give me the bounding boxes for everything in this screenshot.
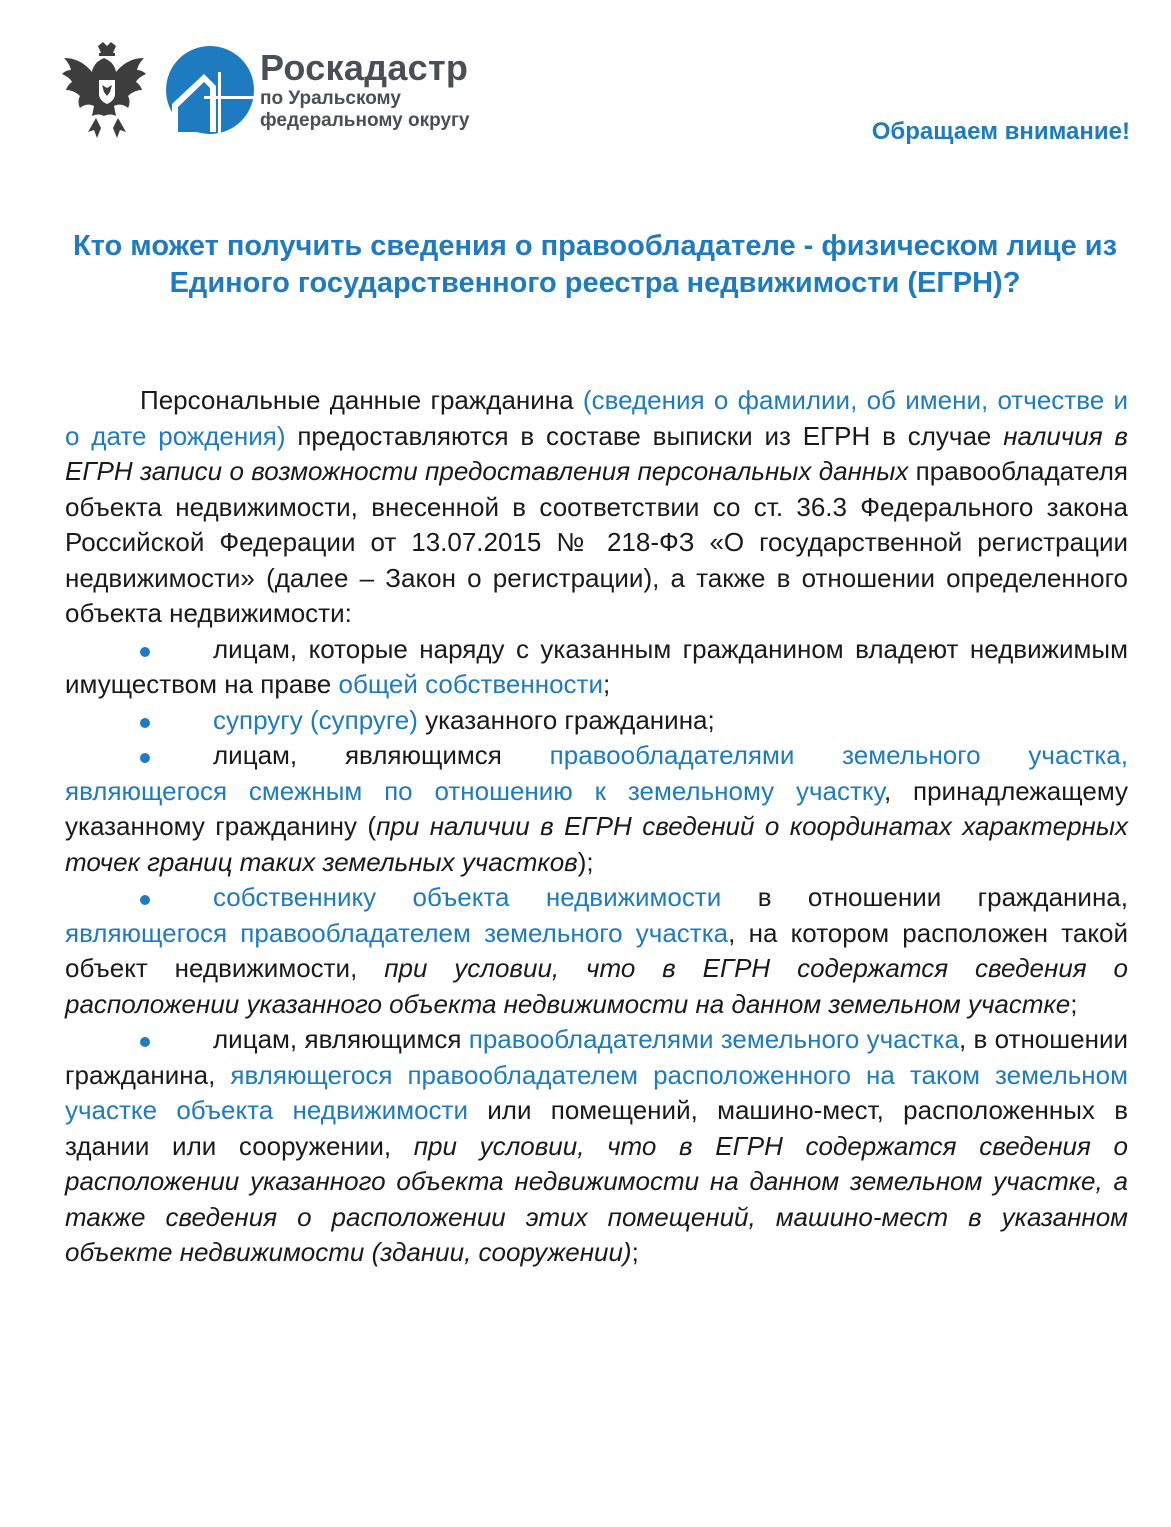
bullet-text: лицам, являющимся — [213, 740, 550, 770]
attention-label: Обращаем внимание! — [871, 118, 1130, 145]
bullet-italic: при условии, что в ЕГРН содержатся сведения о расположении указанного объекта недвижимости на данном земельном участке — [65, 953, 1128, 1019]
bullet-text: ; — [631, 1237, 639, 1267]
bullet-text: ; — [1070, 988, 1078, 1019]
bullet-highlight: правообладателями земельного участка — [468, 1024, 959, 1054]
intro-text-1: Персональные данные гражданина — [140, 385, 583, 415]
bullet-highlight: правообладателями земельного участка, являющегося смежным по отношению к земельному участку — [65, 740, 1128, 806]
bullet-text: ; — [603, 669, 611, 699]
bullet-text: ); — [577, 846, 594, 877]
bullet-item-4 — [65, 880, 1128, 1022]
bullet-dot-icon — [140, 647, 150, 657]
rosreestr-logo-mark-icon — [164, 44, 256, 136]
bullet-dot-icon — [140, 718, 150, 728]
bullet-text: , в отношении гражданина, — [65, 1024, 1128, 1090]
bullet-highlight: являющегося правообладателем земельного участка — [65, 917, 729, 948]
bullet-dot-icon — [140, 895, 150, 905]
intro-text-3: правообладателя объекта недвижимости, внесенной в соответствии со ст. 36.3 Федерального закона Российской Федерации от 13.07.2015 № 218-ФЗ «О государственной регистрации недвижимости» (далее – Закон о регистрации), а также в отношении определенного объекта недвижимости: — [65, 456, 1128, 628]
bullet-highlight: собственнику объекта недвижимости — [213, 882, 722, 912]
intro-text-2: предоставляются в составе выписки из ЕГРН в случае — [285, 420, 1004, 451]
bullet-text: в отношении гражданина, — [721, 882, 1128, 912]
brand-subtitle-line2: федеральному округу — [260, 110, 470, 131]
brand-subtitle-line1: по Уральскому — [260, 88, 401, 109]
bullet-highlight: общей собственности — [338, 669, 603, 699]
brand-name: Роскадастр — [260, 47, 469, 88]
intro-highlight-1: (сведения о фамилии, об имени, отчестве и о дате рождения) — [65, 385, 1128, 451]
bullet-text: или помещений, машино-мест, расположенных в здании или сооружении, — [65, 1095, 1129, 1161]
bullet-highlight: супругу (супруге) — [213, 704, 418, 735]
bullet-text: лицам, являющимся — [213, 1024, 469, 1054]
intro-paragraph — [65, 383, 1128, 632]
bullet-text: , на котором расположен такой объект недвижимости, — [65, 917, 1128, 983]
bullet-text: указанного гражданина; — [417, 704, 715, 735]
brand-block — [260, 48, 470, 132]
double-headed-eagle-emblem-icon — [60, 40, 154, 140]
bullet-italic: при наличии в ЕГРН сведений о координатах характерных точек границ таких земельных участков — [65, 811, 1128, 877]
bullet-item-2 — [65, 703, 1128, 739]
bullet-highlight: являющегося правообладателем расположенного на таком земельном участке объекта недвижимости — [65, 1059, 1128, 1125]
page-title: Кто может получить сведения о правообладателе - физическом лице из Единого государственного реестра недвижимости (ЕГРН)? — [72, 230, 1118, 299]
bullet-dot-icon — [140, 1037, 150, 1047]
header — [60, 38, 1130, 148]
bullet-item-3 — [65, 738, 1128, 880]
document-body — [65, 383, 1128, 1271]
bullet-text: , принадлежащему указанному гражданину ( — [65, 775, 1128, 841]
bullet-text: лицам, которые наряду с указанным гражданином владеют недвижимым имуществом на праве — [65, 633, 1128, 699]
bullet-item-1 — [65, 632, 1128, 703]
bullet-item-5 — [65, 1022, 1128, 1271]
bullet-dot-icon — [140, 753, 150, 763]
intro-italic-1: наличия в ЕГРН записи о возможности предоставления персональных данных — [65, 420, 1128, 486]
bullet-italic: при условии, что в ЕГРН содержатся сведения о расположении указанного объекта недвижимости на данном земельном участке, а также сведения о расположении этих помещений, машино-мест в указанном объекте недвижимости (здании, сооружении) — [65, 1130, 1128, 1267]
